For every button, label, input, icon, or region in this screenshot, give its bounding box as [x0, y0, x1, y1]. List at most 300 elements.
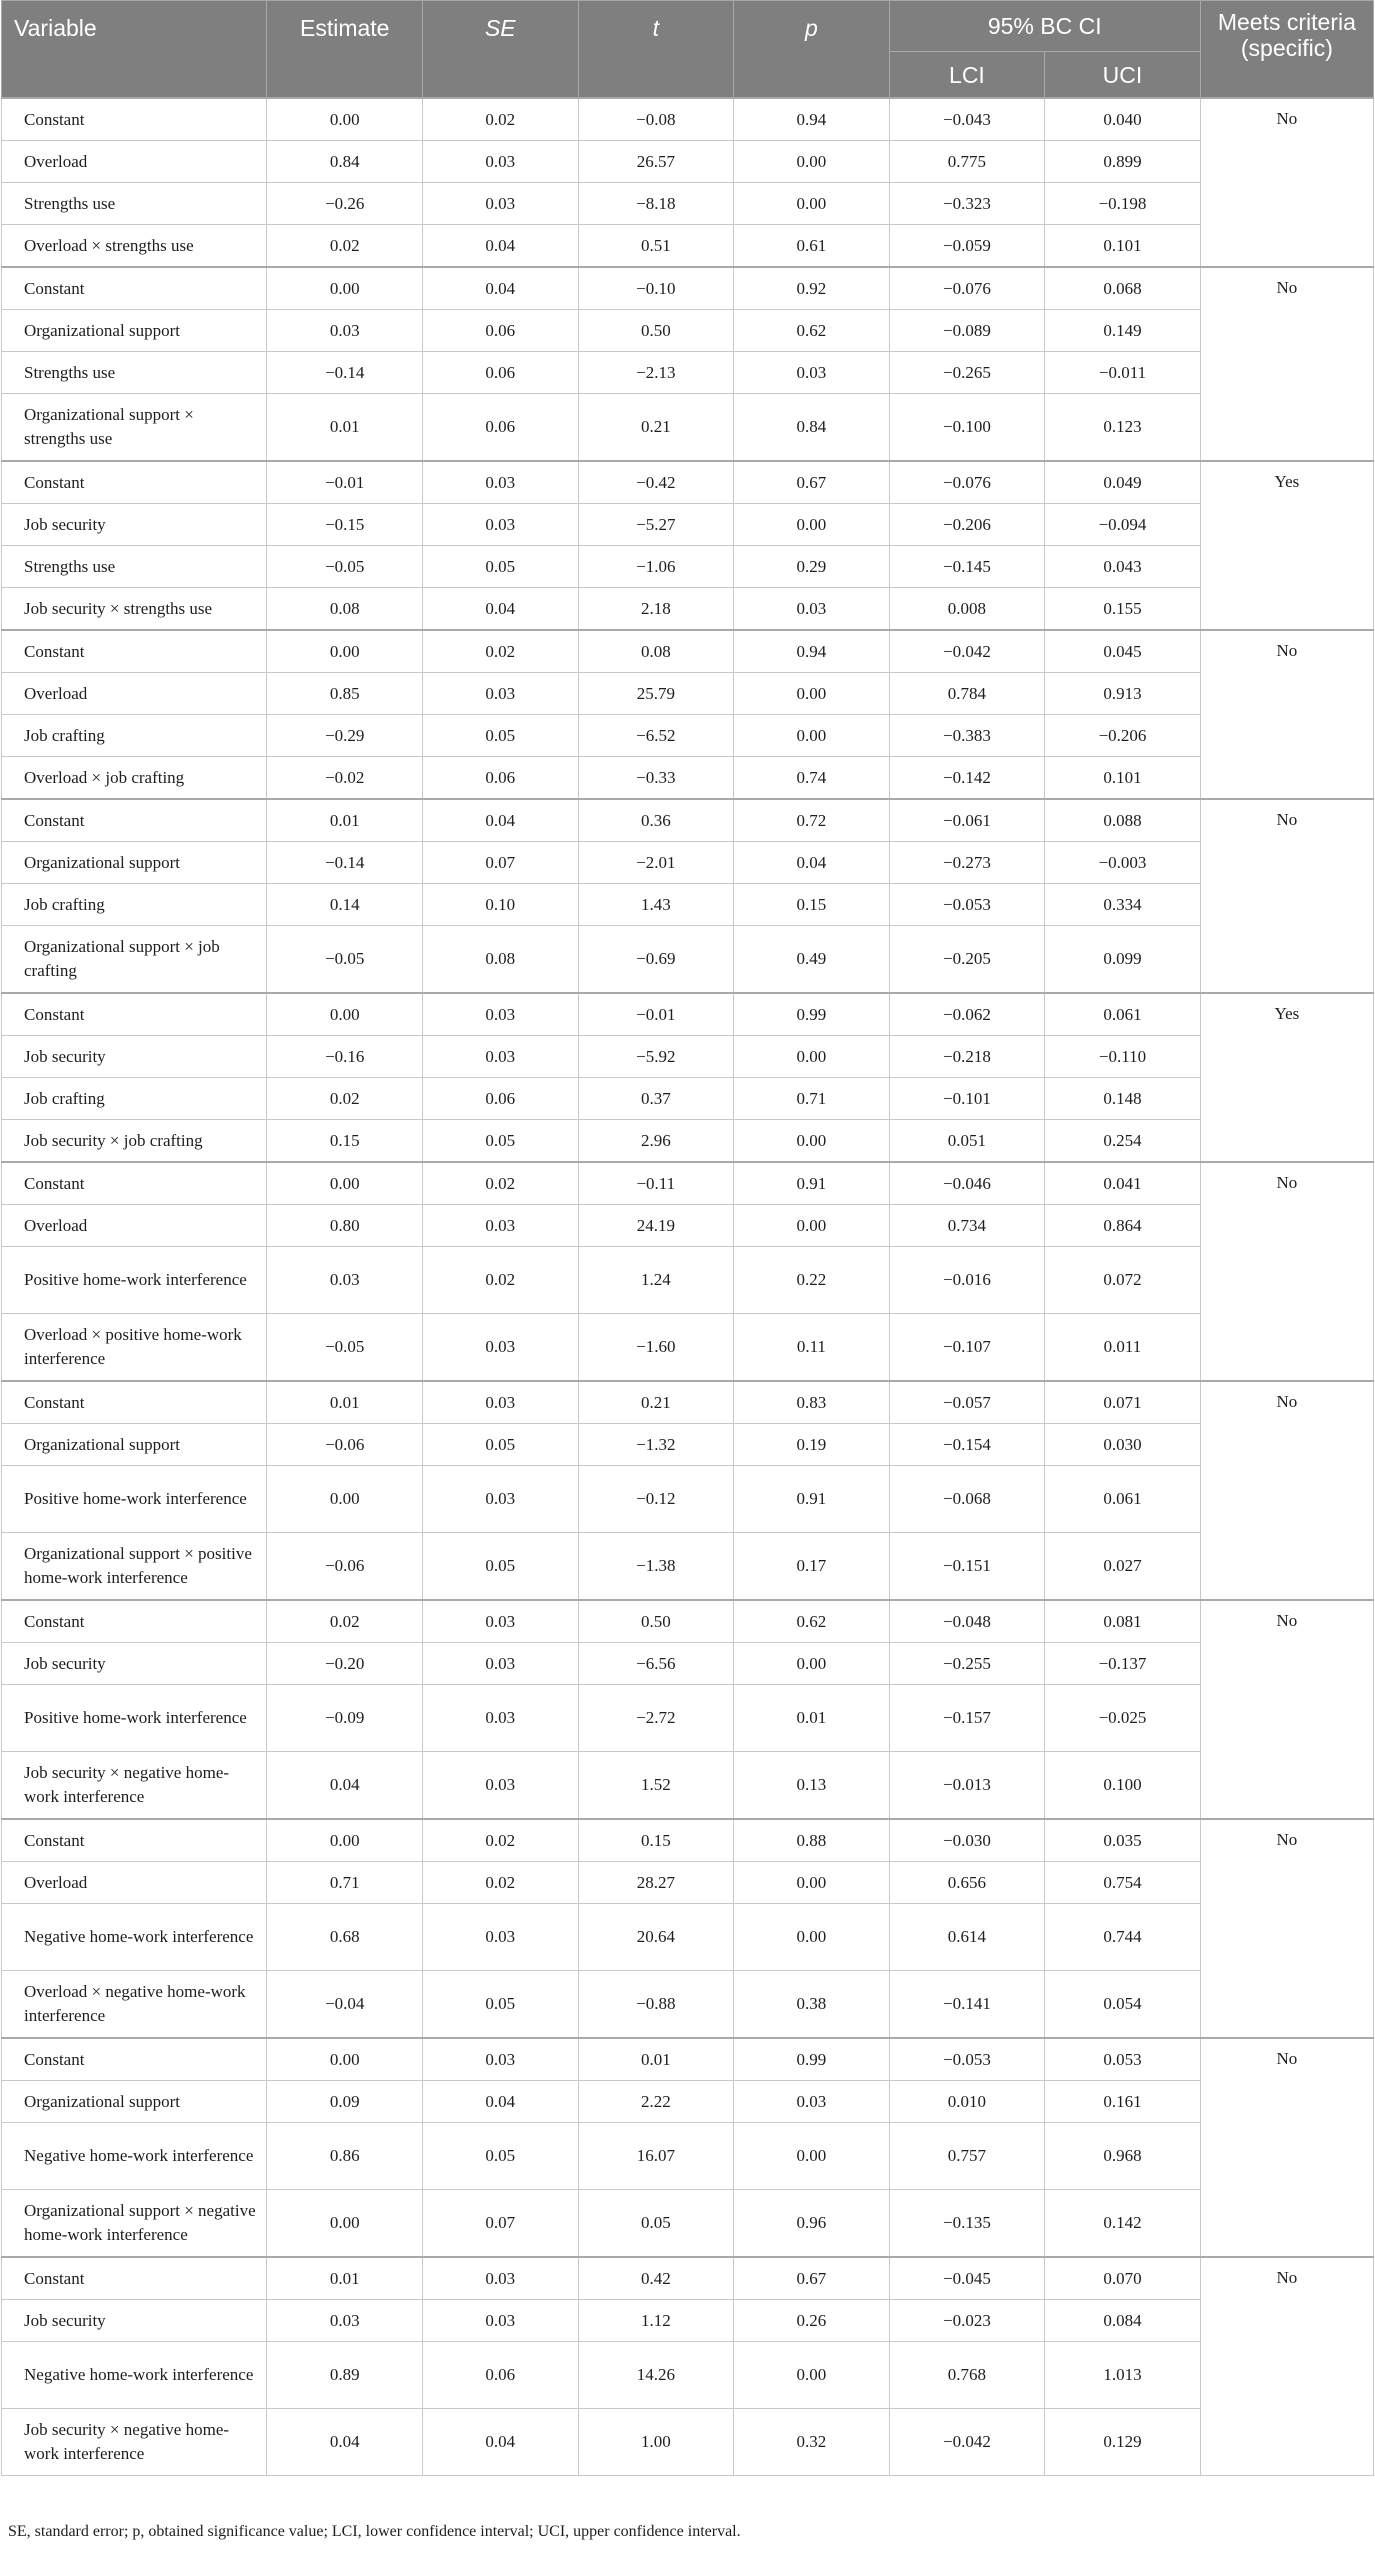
cell-estimate: −0.16 [267, 1036, 423, 1078]
cell-variable: Constant [2, 461, 267, 504]
cell-t: −0.10 [578, 267, 734, 310]
cell-lci: 0.768 [889, 2342, 1045, 2409]
cell-variable: Organizational support [2, 1424, 267, 1466]
cell-estimate: 0.09 [267, 2081, 423, 2123]
cell-p: 0.03 [734, 2081, 890, 2123]
cell-estimate: 0.00 [267, 2190, 423, 2258]
cell-lci: −0.045 [889, 2257, 1045, 2300]
cell-uci: 0.161 [1045, 2081, 1201, 2123]
cell-variable: Overload × strengths use [2, 225, 267, 268]
cell-se: 0.05 [423, 546, 579, 588]
cell-meets-criteria: No [1200, 98, 1373, 267]
cell-estimate: −0.26 [267, 183, 423, 225]
cell-uci: −0.198 [1045, 183, 1201, 225]
table-row [2, 394, 1374, 462]
header-estimate: Estimate [267, 1, 423, 99]
table-row [2, 352, 1374, 394]
cell-lci: −0.059 [889, 225, 1045, 268]
table-row [2, 1862, 1374, 1904]
cell-t: −2.72 [578, 1685, 734, 1752]
cell-p: 0.83 [734, 1381, 890, 1424]
cell-se: 0.03 [423, 1643, 579, 1685]
cell-variable: Constant [2, 267, 267, 310]
cell-t: 0.21 [578, 1381, 734, 1424]
cell-estimate: −0.09 [267, 1685, 423, 1752]
cell-estimate: −0.20 [267, 1643, 423, 1685]
cell-lci: 0.010 [889, 2081, 1045, 2123]
cell-se: 0.04 [423, 2081, 579, 2123]
cell-p: 0.84 [734, 394, 890, 462]
cell-t: −1.06 [578, 546, 734, 588]
cell-lci: −0.016 [889, 1247, 1045, 1314]
table-row [2, 141, 1374, 183]
cell-meets-criteria: No [1200, 1162, 1373, 1381]
table-row [2, 183, 1374, 225]
cell-estimate: 0.03 [267, 310, 423, 352]
table-row [2, 799, 1374, 842]
cell-se: 0.03 [423, 1904, 579, 1971]
cell-t: −2.01 [578, 842, 734, 884]
cell-uci: 0.754 [1045, 1862, 1201, 1904]
header-p: p [734, 1, 890, 99]
cell-t: −0.42 [578, 461, 734, 504]
cell-t: −0.11 [578, 1162, 734, 1205]
cell-lci: −0.068 [889, 1466, 1045, 1533]
cell-t: 1.43 [578, 884, 734, 926]
cell-lci: −0.043 [889, 98, 1045, 141]
header-criteria: Meets criteria (specific) [1200, 1, 1373, 99]
cell-lci: −0.255 [889, 1643, 1045, 1685]
cell-estimate: −0.02 [267, 757, 423, 800]
cell-se: 0.07 [423, 842, 579, 884]
table-row [2, 2081, 1374, 2123]
cell-p: 0.62 [734, 310, 890, 352]
table-row [2, 1600, 1374, 1643]
cell-lci: −0.042 [889, 2409, 1045, 2476]
cell-se: 0.03 [423, 2038, 579, 2081]
cell-p: 0.62 [734, 1600, 890, 1643]
cell-meets-criteria: No [1200, 267, 1373, 461]
cell-lci: −0.265 [889, 352, 1045, 394]
cell-uci: −0.206 [1045, 715, 1201, 757]
cell-p: 0.00 [734, 1120, 890, 1163]
cell-variable: Negative home-work interference [2, 2342, 267, 2409]
cell-p: 0.91 [734, 1162, 890, 1205]
cell-t: 16.07 [578, 2123, 734, 2190]
cell-uci: 0.070 [1045, 2257, 1201, 2300]
cell-meets-criteria: Yes [1200, 993, 1373, 1162]
cell-lci: −0.218 [889, 1036, 1045, 1078]
cell-t: 14.26 [578, 2342, 734, 2409]
cell-se: 0.05 [423, 2123, 579, 2190]
cell-t: −0.88 [578, 1971, 734, 2039]
cell-meets-criteria: No [1200, 1600, 1373, 1819]
cell-estimate: 0.01 [267, 799, 423, 842]
cell-t: 1.24 [578, 1247, 734, 1314]
table-row [2, 2409, 1374, 2476]
cell-uci: 0.035 [1045, 1819, 1201, 1862]
cell-variable: Job security × strengths use [2, 588, 267, 631]
cell-t: 0.15 [578, 1819, 734, 1862]
cell-uci: 0.043 [1045, 546, 1201, 588]
cell-estimate: −0.01 [267, 461, 423, 504]
cell-t: 1.52 [578, 1752, 734, 1820]
cell-lci: −0.076 [889, 267, 1045, 310]
cell-se: 0.02 [423, 1819, 579, 1862]
cell-variable: Job security × negative home-work interference [2, 2409, 267, 2476]
cell-variable: Job crafting [2, 715, 267, 757]
cell-variable: Organizational support [2, 842, 267, 884]
table-row [2, 1314, 1374, 1382]
cell-estimate: 0.00 [267, 1162, 423, 1205]
cell-t: 0.51 [578, 225, 734, 268]
cell-variable: Organizational support × positive home-work interference [2, 1533, 267, 1601]
cell-estimate: 0.01 [267, 2257, 423, 2300]
table-row [2, 842, 1374, 884]
cell-meets-criteria: No [1200, 1381, 1373, 1600]
cell-meets-criteria: No [1200, 799, 1373, 993]
cell-se: 0.07 [423, 2190, 579, 2258]
cell-variable: Overload [2, 1862, 267, 1904]
cell-t: −6.56 [578, 1643, 734, 1685]
cell-t: 0.36 [578, 799, 734, 842]
cell-p: 0.67 [734, 2257, 890, 2300]
cell-lci: −0.100 [889, 394, 1045, 462]
cell-p: 0.01 [734, 1685, 890, 1752]
cell-variable: Job security [2, 1643, 267, 1685]
cell-uci: 0.148 [1045, 1078, 1201, 1120]
cell-variable: Negative home-work interference [2, 1904, 267, 1971]
table-header [2, 1, 1374, 99]
cell-uci: 0.084 [1045, 2300, 1201, 2342]
table-row [2, 1685, 1374, 1752]
cell-t: −1.32 [578, 1424, 734, 1466]
cell-estimate: 0.03 [267, 1247, 423, 1314]
cell-lci: −0.089 [889, 310, 1045, 352]
cell-t: −1.60 [578, 1314, 734, 1382]
cell-variable: Constant [2, 98, 267, 141]
cell-se: 0.02 [423, 1162, 579, 1205]
cell-uci: 0.081 [1045, 1600, 1201, 1643]
cell-p: 0.67 [734, 461, 890, 504]
cell-p: 0.11 [734, 1314, 890, 1382]
cell-estimate: −0.14 [267, 842, 423, 884]
cell-p: 0.00 [734, 673, 890, 715]
cell-se: 0.05 [423, 1120, 579, 1163]
cell-t: 0.37 [578, 1078, 734, 1120]
cell-p: 0.94 [734, 630, 890, 673]
cell-estimate: 0.01 [267, 1381, 423, 1424]
table-row [2, 1205, 1374, 1247]
header-se: SE [423, 1, 579, 99]
cell-t: −0.01 [578, 993, 734, 1036]
cell-t: 1.12 [578, 2300, 734, 2342]
table-row [2, 310, 1374, 352]
cell-estimate: 0.68 [267, 1904, 423, 1971]
cell-se: 0.04 [423, 225, 579, 268]
cell-uci: 0.054 [1045, 1971, 1201, 2039]
table-row [2, 2123, 1374, 2190]
cell-p: 0.29 [734, 546, 890, 588]
cell-p: 0.00 [734, 715, 890, 757]
cell-se: 0.03 [423, 2257, 579, 2300]
cell-se: 0.03 [423, 1205, 579, 1247]
cell-se: 0.04 [423, 799, 579, 842]
table-row [2, 1466, 1374, 1533]
cell-p: 0.00 [734, 141, 890, 183]
cell-uci: 0.123 [1045, 394, 1201, 462]
cell-uci: 0.068 [1045, 267, 1201, 310]
cell-se: 0.08 [423, 926, 579, 994]
header-lci: LCI [889, 52, 1045, 99]
cell-lci: 0.051 [889, 1120, 1045, 1163]
cell-uci: −0.110 [1045, 1036, 1201, 1078]
cell-se: 0.03 [423, 504, 579, 546]
cell-variable: Constant [2, 1819, 267, 1862]
cell-meets-criteria: No [1200, 630, 1373, 799]
cell-se: 0.03 [423, 183, 579, 225]
cell-estimate: 0.00 [267, 630, 423, 673]
cell-uci: 0.100 [1045, 1752, 1201, 1820]
cell-variable: Strengths use [2, 546, 267, 588]
cell-estimate: 0.02 [267, 1600, 423, 1643]
cell-lci: −0.135 [889, 2190, 1045, 2258]
cell-t: −1.38 [578, 1533, 734, 1601]
cell-estimate: 0.15 [267, 1120, 423, 1163]
cell-uci: −0.003 [1045, 842, 1201, 884]
cell-uci: −0.094 [1045, 504, 1201, 546]
cell-estimate: 0.85 [267, 673, 423, 715]
cell-uci: 0.045 [1045, 630, 1201, 673]
cell-variable: Organizational support [2, 310, 267, 352]
cell-t: 0.05 [578, 2190, 734, 2258]
cell-p: 0.00 [734, 1205, 890, 1247]
cell-estimate: 0.84 [267, 141, 423, 183]
cell-t: 0.01 [578, 2038, 734, 2081]
table-row [2, 1424, 1374, 1466]
cell-lci: 0.784 [889, 673, 1045, 715]
cell-t: 26.57 [578, 141, 734, 183]
table-row [2, 98, 1374, 141]
cell-lci: −0.107 [889, 1314, 1045, 1382]
cell-uci: 0.040 [1045, 98, 1201, 141]
table-row [2, 1247, 1374, 1314]
cell-uci: 0.149 [1045, 310, 1201, 352]
cell-uci: 0.334 [1045, 884, 1201, 926]
cell-variable: Overload [2, 141, 267, 183]
cell-meets-criteria: No [1200, 2038, 1373, 2257]
cell-t: −0.08 [578, 98, 734, 141]
cell-uci: 0.072 [1045, 1247, 1201, 1314]
cell-estimate: 0.80 [267, 1205, 423, 1247]
cell-estimate: 0.02 [267, 225, 423, 268]
cell-uci: 0.061 [1045, 1466, 1201, 1533]
cell-p: 0.32 [734, 2409, 890, 2476]
cell-estimate: −0.04 [267, 1971, 423, 2039]
cell-p: 0.17 [734, 1533, 890, 1601]
cell-lci: −0.053 [889, 884, 1045, 926]
cell-p: 0.61 [734, 225, 890, 268]
table-row [2, 1752, 1374, 1820]
cell-se: 0.03 [423, 1466, 579, 1533]
cell-lci: −0.101 [889, 1078, 1045, 1120]
cell-se: 0.03 [423, 1314, 579, 1382]
cell-uci: 0.864 [1045, 1205, 1201, 1247]
cell-t: 1.00 [578, 2409, 734, 2476]
cell-uci: −0.137 [1045, 1643, 1201, 1685]
cell-estimate: −0.05 [267, 1314, 423, 1382]
cell-variable: Organizational support × strengths use [2, 394, 267, 462]
cell-estimate: 0.03 [267, 2300, 423, 2342]
cell-lci: 0.656 [889, 1862, 1045, 1904]
cell-p: 0.00 [734, 1643, 890, 1685]
cell-se: 0.05 [423, 715, 579, 757]
cell-se: 0.03 [423, 461, 579, 504]
cell-p: 0.99 [734, 2038, 890, 2081]
table-footnote: SE, standard error; p, obtained significance value; LCI, lower confidence interval; UCI, upper confidence interval. [8, 2523, 741, 2540]
cell-lci: −0.048 [889, 1600, 1045, 1643]
cell-lci: −0.023 [889, 2300, 1045, 2342]
cell-estimate: 0.00 [267, 98, 423, 141]
cell-p: 0.00 [734, 2342, 890, 2409]
cell-estimate: 0.08 [267, 588, 423, 631]
cell-p: 0.00 [734, 504, 890, 546]
cell-lci: −0.141 [889, 1971, 1045, 2039]
cell-meets-criteria: Yes [1200, 461, 1373, 630]
cell-variable: Job security [2, 1036, 267, 1078]
table-row [2, 546, 1374, 588]
cell-lci: −0.076 [889, 461, 1045, 504]
cell-t: 0.42 [578, 2257, 734, 2300]
table-row [2, 1643, 1374, 1685]
cell-variable: Overload × negative home-work interference [2, 1971, 267, 2039]
cell-p: 0.99 [734, 993, 890, 1036]
header-uci: UCI [1045, 52, 1201, 99]
cell-estimate: −0.05 [267, 926, 423, 994]
cell-estimate: 0.01 [267, 394, 423, 462]
table-row [2, 993, 1374, 1036]
table-row [2, 2342, 1374, 2409]
cell-variable: Organizational support [2, 2081, 267, 2123]
table-row [2, 2257, 1374, 2300]
cell-lci: −0.205 [889, 926, 1045, 994]
table-row [2, 1971, 1374, 2039]
cell-t: 20.64 [578, 1904, 734, 1971]
table-row [2, 2190, 1374, 2258]
cell-t: 2.96 [578, 1120, 734, 1163]
table-row [2, 715, 1374, 757]
cell-t: 25.79 [578, 673, 734, 715]
cell-variable: Job security [2, 2300, 267, 2342]
cell-lci: −0.383 [889, 715, 1045, 757]
cell-estimate: 0.04 [267, 1752, 423, 1820]
table-row [2, 267, 1374, 310]
cell-uci: 0.129 [1045, 2409, 1201, 2476]
table-row [2, 2038, 1374, 2081]
cell-uci: −0.025 [1045, 1685, 1201, 1752]
cell-lci: −0.061 [889, 799, 1045, 842]
cell-se: 0.05 [423, 1424, 579, 1466]
cell-estimate: 0.00 [267, 2038, 423, 2081]
table-row [2, 1120, 1374, 1163]
cell-variable: Constant [2, 630, 267, 673]
cell-p: 0.15 [734, 884, 890, 926]
cell-t: −8.18 [578, 183, 734, 225]
table-row [2, 588, 1374, 631]
cell-variable: Constant [2, 2038, 267, 2081]
cell-p: 0.26 [734, 2300, 890, 2342]
cell-uci: 0.088 [1045, 799, 1201, 842]
table-body [2, 98, 1374, 2476]
cell-t: 28.27 [578, 1862, 734, 1904]
cell-p: 0.13 [734, 1752, 890, 1820]
cell-se: 0.03 [423, 993, 579, 1036]
cell-p: 0.92 [734, 267, 890, 310]
cell-estimate: 0.71 [267, 1862, 423, 1904]
cell-se: 0.10 [423, 884, 579, 926]
cell-se: 0.02 [423, 98, 579, 141]
cell-t: 0.08 [578, 630, 734, 673]
cell-p: 0.96 [734, 2190, 890, 2258]
cell-variable: Overload × positive home-work interference [2, 1314, 267, 1382]
cell-variable: Job crafting [2, 1078, 267, 1120]
cell-se: 0.04 [423, 267, 579, 310]
cell-se: 0.03 [423, 2300, 579, 2342]
cell-uci: 0.071 [1045, 1381, 1201, 1424]
cell-lci: −0.151 [889, 1533, 1045, 1601]
cell-se: 0.05 [423, 1971, 579, 2039]
cell-variable: Overload [2, 673, 267, 715]
cell-uci: 0.968 [1045, 2123, 1201, 2190]
cell-p: 0.88 [734, 1819, 890, 1862]
cell-t: −0.69 [578, 926, 734, 994]
cell-lci: −0.057 [889, 1381, 1045, 1424]
cell-se: 0.06 [423, 352, 579, 394]
table-row [2, 1819, 1374, 1862]
cell-uci: 0.254 [1045, 1120, 1201, 1163]
cell-variable: Job security × job crafting [2, 1120, 267, 1163]
cell-estimate: −0.06 [267, 1533, 423, 1601]
cell-uci: 0.027 [1045, 1533, 1201, 1601]
table-row [2, 630, 1374, 673]
cell-lci: −0.206 [889, 504, 1045, 546]
cell-p: 0.94 [734, 98, 890, 141]
cell-se: 0.03 [423, 141, 579, 183]
cell-lci: −0.046 [889, 1162, 1045, 1205]
cell-uci: 0.913 [1045, 673, 1201, 715]
cell-p: 0.00 [734, 1862, 890, 1904]
results-table [1, 0, 1374, 2476]
cell-variable: Overload × job crafting [2, 757, 267, 800]
cell-lci: −0.030 [889, 1819, 1045, 1862]
cell-variable: Negative home-work interference [2, 2123, 267, 2190]
cell-p: 0.00 [734, 2123, 890, 2190]
cell-uci: 0.011 [1045, 1314, 1201, 1382]
cell-uci: 0.049 [1045, 461, 1201, 504]
cell-variable: Overload [2, 1205, 267, 1247]
table-row [2, 225, 1374, 268]
cell-variable: Positive home-work interference [2, 1466, 267, 1533]
cell-t: 24.19 [578, 1205, 734, 1247]
cell-lci: 0.008 [889, 588, 1045, 631]
table-row [2, 2300, 1374, 2342]
cell-uci: 0.030 [1045, 1424, 1201, 1466]
cell-p: 0.03 [734, 352, 890, 394]
cell-variable: Organizational support × job crafting [2, 926, 267, 994]
cell-p: 0.00 [734, 1904, 890, 1971]
table-row [2, 1533, 1374, 1601]
cell-estimate: −0.06 [267, 1424, 423, 1466]
